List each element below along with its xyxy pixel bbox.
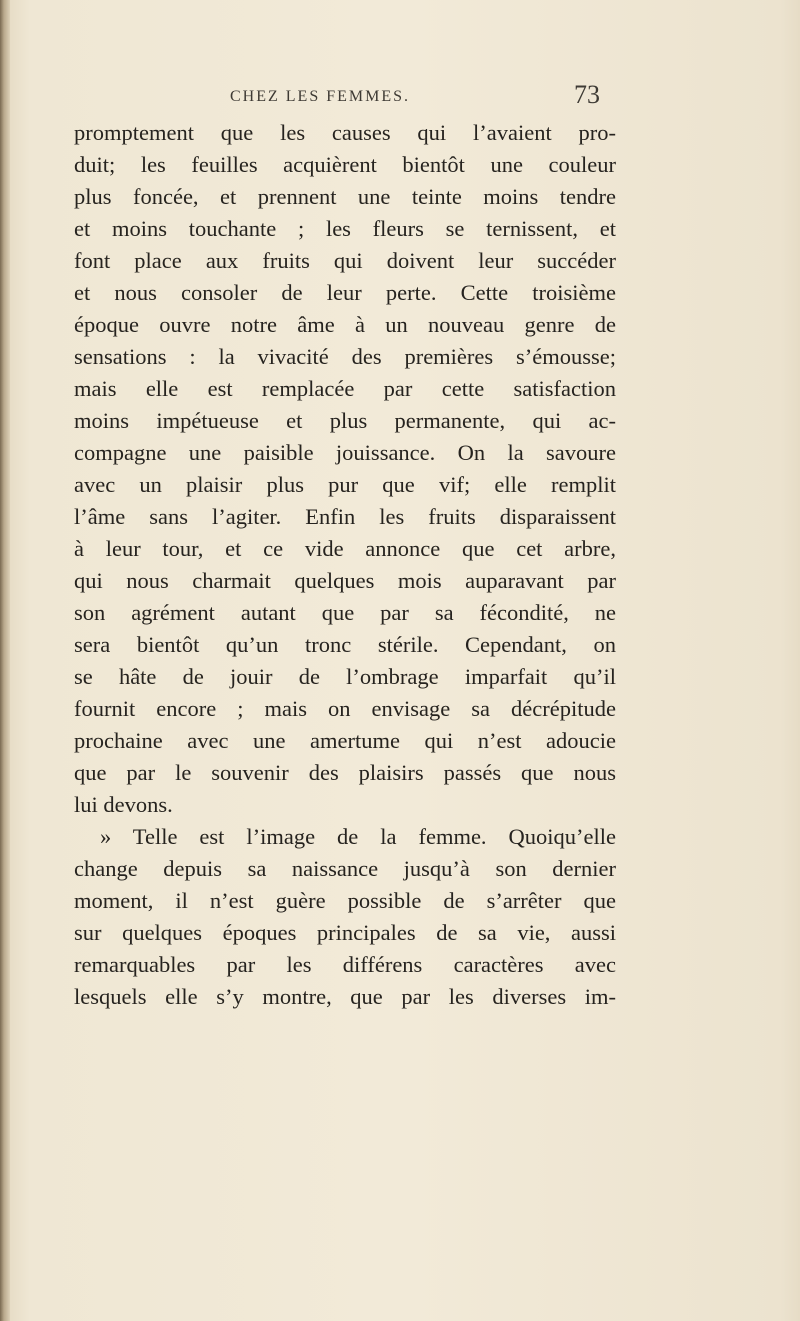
text-line: lesquels elle s’y montre, que par les diverses im- bbox=[74, 984, 616, 1009]
text-line: moins impétueuse et plus permanente, qui ac- bbox=[74, 408, 616, 433]
text-line: » Telle est l’image de la femme. Quoiqu’elle bbox=[100, 824, 616, 849]
binding-gutter bbox=[0, 0, 10, 1321]
text-line: son agrément autant que par sa fécondité, ne bbox=[74, 600, 616, 625]
page-number: 73 bbox=[574, 80, 600, 109]
text-line: et nous consoler de leur perte. Cette troisième bbox=[74, 280, 616, 305]
text-line: à leur tour, et ce vide annonce que cet arbre, bbox=[74, 536, 616, 561]
text-line: avec un plaisir plus pur que vif; elle remplit bbox=[74, 472, 616, 497]
text-line: que par le souvenir des plaisirs passés que nous bbox=[74, 760, 616, 785]
running-head: CHEZ LES FEMMES. bbox=[230, 88, 411, 105]
text-line: se hâte de jouir de l’ombrage imparfait qu’il bbox=[74, 664, 616, 689]
text-line: duit; les feuilles acquièrent bientôt une couleur bbox=[74, 152, 616, 177]
text-line: sera bientôt qu’un tronc stérile. Cependant, on bbox=[74, 632, 616, 657]
text-line: mais elle est remplacée par cette satisfaction bbox=[74, 376, 616, 401]
text-line: l’âme sans l’agiter. Enfin les fruits disparaissent bbox=[74, 504, 616, 529]
text-line: moment, il n’est guère possible de s’arrêter que bbox=[74, 888, 616, 913]
text-line: change depuis sa naissance jusqu’à son dernier bbox=[74, 856, 616, 881]
text-line: promptement que les causes qui l’avaient pro- bbox=[74, 120, 616, 145]
text-line: sur quelques époques principales de sa vie, aussi bbox=[74, 920, 616, 945]
text-line: compagne une paisible jouissance. On la savoure bbox=[74, 440, 616, 465]
text-line: plus foncée, et prennent une teinte moins tendre bbox=[74, 184, 616, 209]
body-text bbox=[74, 117, 616, 1013]
text-line: prochaine avec une amertume qui n’est adoucie bbox=[74, 728, 616, 753]
text-line: remarquables par les différens caractères avec bbox=[74, 952, 616, 977]
text-line: lui devons. bbox=[74, 792, 173, 817]
text-line: font place aux fruits qui doivent leur succéder bbox=[74, 248, 616, 273]
text-line: et moins touchante ; les fleurs se ternissent, et bbox=[74, 216, 616, 241]
text-line: sensations : la vivacité des premières s’émousse; bbox=[74, 344, 616, 369]
text-line: fournit encore ; mais on envisage sa décrépitude bbox=[74, 696, 616, 721]
text-line: époque ouvre notre âme à un nouveau genre de bbox=[74, 312, 616, 337]
text-line: qui nous charmait quelques mois auparavant par bbox=[74, 568, 616, 593]
